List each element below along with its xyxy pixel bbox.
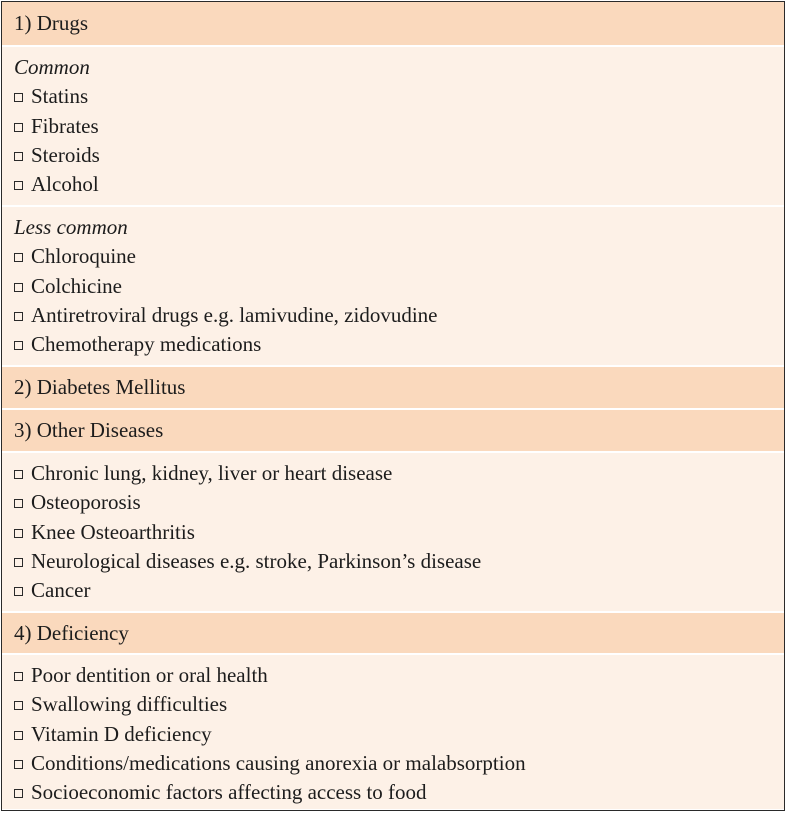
checkbox-icon <box>14 181 23 190</box>
drugs-less-common-group <box>2 207 784 365</box>
checkbox-icon <box>14 499 23 508</box>
list-item: Alcohol <box>14 170 99 199</box>
section-title: 2) Diabetes Mellitus <box>14 375 186 399</box>
checkbox-icon <box>14 587 23 596</box>
section-header-deficiency <box>2 613 784 653</box>
list-item: Poor dentition or oral health <box>14 661 268 690</box>
group-subheading: Less common <box>14 215 128 239</box>
list-item: Antiretroviral drugs e.g. lamivudine, zidovudine <box>14 301 438 330</box>
section-header-drugs <box>2 2 784 45</box>
list-item: Osteoporosis <box>14 488 141 517</box>
checkbox-icon <box>14 312 23 321</box>
checkbox-icon <box>14 529 23 538</box>
section-title: 3) Other Diseases <box>14 418 164 442</box>
list-item: Knee Osteoarthritis <box>14 518 195 547</box>
checkbox-icon <box>14 152 23 161</box>
checkbox-icon <box>14 672 23 681</box>
checkbox-icon <box>14 789 23 798</box>
list-item: Steroids <box>14 141 100 170</box>
list-item: Neurological diseases e.g. stroke, Parkinson’s disease <box>14 547 481 576</box>
list-item: Chloroquine <box>14 242 136 271</box>
group-subheading: Common <box>14 55 90 79</box>
list-item: Fibrates <box>14 112 99 141</box>
drugs-common-group <box>2 47 784 205</box>
section-header-diabetes <box>2 367 784 408</box>
list-item: Swallowing difficulties <box>14 690 227 719</box>
checkbox-icon <box>14 283 23 292</box>
checkbox-icon <box>14 558 23 567</box>
section-title: 1) Drugs <box>14 11 89 35</box>
checkbox-icon <box>14 760 23 769</box>
list-item: Conditions/medications causing anorexia or malabsorption <box>14 749 526 778</box>
other-diseases-list <box>2 453 784 611</box>
checkbox-icon <box>14 701 23 710</box>
list-item: Cancer <box>14 576 90 605</box>
section-title: 4) Deficiency <box>14 621 129 645</box>
list-item: Socioeconomic factors affecting access to food <box>14 778 427 807</box>
list-item: Vitamin D deficiency <box>14 720 212 749</box>
checkbox-icon <box>14 731 23 740</box>
deficiency-list <box>2 655 784 809</box>
list-item: Colchicine <box>14 272 122 301</box>
risk-factor-table <box>1 1 785 811</box>
list-item: Chronic lung, kidney, liver or heart disease <box>14 459 392 488</box>
list-item: Chemotherapy medications <box>14 330 261 359</box>
checkbox-icon <box>14 253 23 262</box>
checkbox-icon <box>14 123 23 132</box>
section-header-other-diseases <box>2 410 784 451</box>
checkbox-icon <box>14 93 23 102</box>
checkbox-icon <box>14 341 23 350</box>
checkbox-icon <box>14 470 23 479</box>
list-item: Statins <box>14 82 88 111</box>
